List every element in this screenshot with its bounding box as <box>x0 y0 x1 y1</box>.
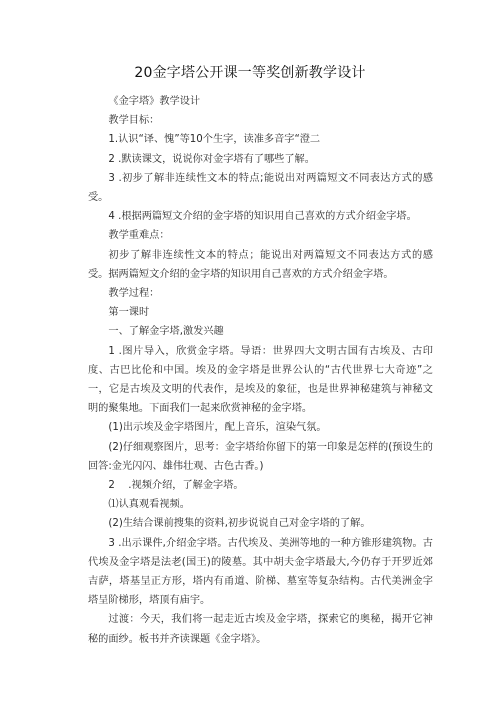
section-one-heading: 一、了解金字塔,激发兴趣 <box>108 326 224 338</box>
step-1-sub-1: (1)出示埃及金字塔图片，配上音乐，渲染气氛。 <box>108 422 327 434</box>
document-body <box>88 92 433 649</box>
document-title: 20金字塔公开课一等奖创新教学设计 <box>134 65 366 81</box>
process-label: 教学过程： <box>108 288 160 300</box>
step-2-sub-2: (2)生结合课前搜集的资料,初步说说自己对金字塔的了解。 <box>108 518 371 530</box>
step-2-sub-1: ⑴认真观看视频。 <box>108 499 190 511</box>
goal-item-1: 1.认识“译、愧”等10个生字，读准多音字“澄二 <box>108 134 321 146</box>
first-lesson-label: 第一课时 <box>108 307 150 319</box>
goal-item-2: 2 .默读课文，说说你对金字塔有了哪些了解。 <box>108 153 315 165</box>
transition-paragraph: 过渡：今天，我们将一起走近古埃及金字塔，探索它的奥秘，揭开它神秘的面纱。板书并齐读课题《金字塔》。 <box>88 614 433 645</box>
goal-item-4: 4 .根据两篇短文介绍的金字塔的知识用自己喜欢的方式介绍金字塔。 <box>108 211 417 223</box>
lesson-plan-heading: 《金字塔》教学设计 <box>108 96 201 107</box>
step-3-paragraph: 3 .出示课件,介绍金字塔。古代埃及、美洲等地的一种方锥形建筑物。古代埃及金字塔是法老(国王)的陵墓。其中胡夫金字塔最大,今仍存于开罗近郊吉萨，塔基呈正方形，塔内有甬道、阶梯、墓室等复杂结构。古代美洲金字塔呈阶梯形，塔顶有庙宇。 <box>88 537 433 607</box>
key-points-label: 教学重难点： <box>108 230 170 242</box>
key-points-text: 初步了解非连续性文本的特点；能说出对两篇短文不同表达方式的感受。据两篇短文介绍的金字塔的知识用自己喜欢的方式介绍金字塔。 <box>88 249 433 280</box>
step-2-paragraph: 2 .视频介绍，了解金字塔。 <box>108 480 244 492</box>
teaching-goals-label: 教学目标： <box>108 115 160 127</box>
goal-item-3: 3 .初步了解非连续性文本的特点;能说出对两篇短文不同表达方式的感受。 <box>88 172 433 204</box>
step-1-paragraph: 1 .图片导入，欣赏金字塔。导语：世界四大文明古国有古埃及、古印度、古巴比伦和中国。埃及的金字塔是世界公认的“古代世界七大奇迹”之一，它是古埃及文明的代表作，是埃及的象征，也是世界神秘建筑与神秘文明的聚集地。下面我们一起来欣赏神秘的金字塔。 <box>88 345 433 415</box>
step-1-sub-2: (2)仔细观察图片，思考：金字塔给你留下的第一印象是怎样的(预设生的回答:金光闪闪、雄伟壮观、古色古香。) <box>88 441 433 472</box>
